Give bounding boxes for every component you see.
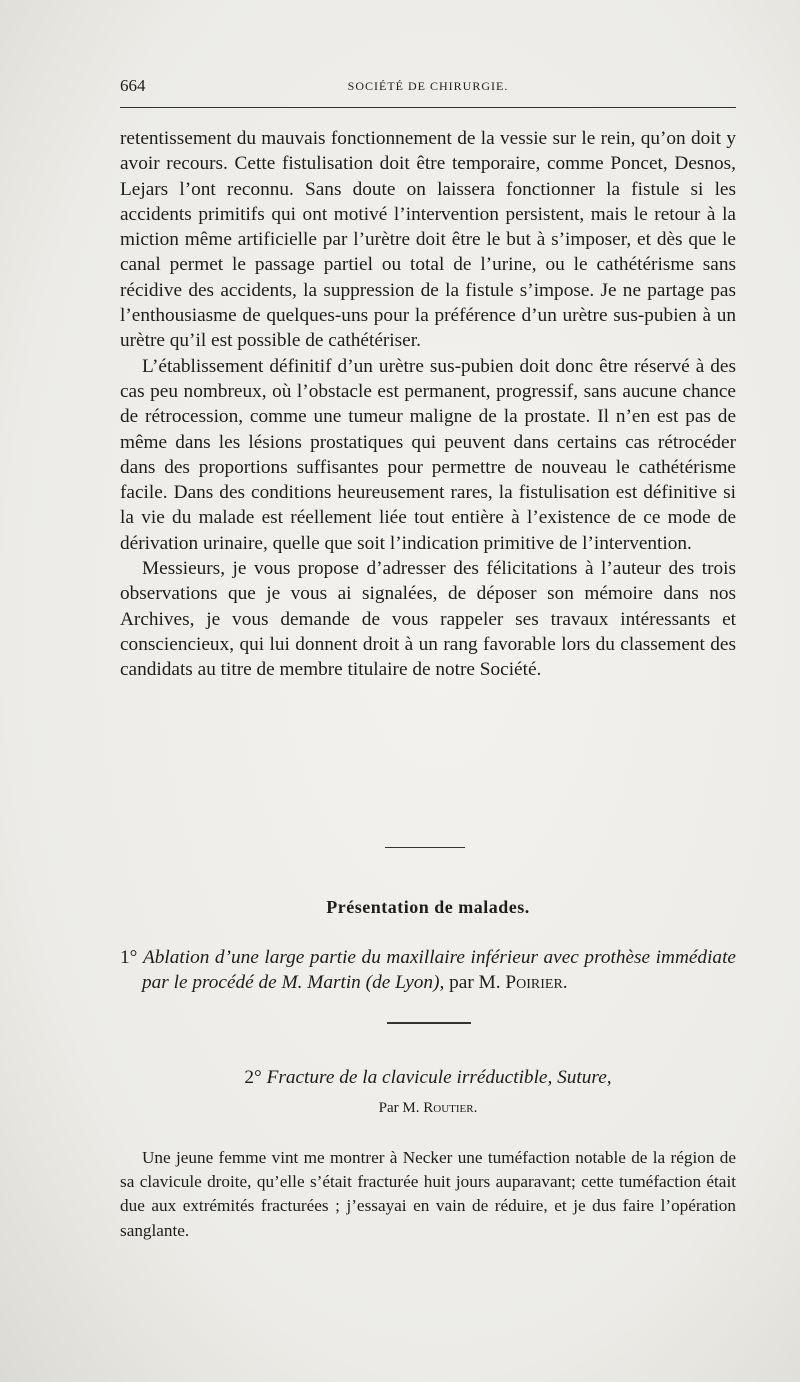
item-1-author: Poirier. bbox=[505, 972, 568, 994]
item-divider bbox=[387, 1022, 471, 1024]
item-2-title: Fracture de la clavicule irréductible, Suture, bbox=[266, 1067, 612, 1088]
presentation-item-2 bbox=[120, 1067, 736, 1089]
case-text bbox=[120, 1146, 736, 1243]
item-1-by: par M. bbox=[449, 972, 501, 994]
item-2-number: 2° bbox=[244, 1067, 262, 1088]
item-2-byline bbox=[120, 1100, 736, 1117]
byline-prefix: Par M. bbox=[378, 1100, 420, 1116]
section-divider bbox=[385, 847, 465, 848]
item-1-title: Ablation d’une large partie du maxillaire inférieur avec prothèse immédiate par le procédé de M. Martin (de Lyon), bbox=[142, 947, 736, 994]
header-rule bbox=[120, 107, 736, 108]
page-header bbox=[120, 76, 736, 98]
body-text bbox=[120, 126, 736, 683]
paragraph-1: retentissement du mauvais fonctionnement de la vessie sur le rein, qu’on doit y avoir recours. Cette fistulisation doit être temporaire, comme Poncet, Desnos, Lejars l’ont reconnu. Sans doute on laissera fonctionner la fistule si les accidents primitifs qui ont motivé l’intervention persistent, mais le retour à la miction même artificielle par l’urètre doit être le but à s’imposer, et dès que le canal permet le passage partiel ou total de l’urine, ou le cathétérisme sans récidive des accidents, la suppression de la fistule s’impose. Je ne partage pas l’enthousiasme de quelques-uns pour la préférence d’un urètre sus-pubien à un urètre qu’il est possible de cathétériser. bbox=[120, 128, 736, 352]
presentation-item-1 bbox=[120, 945, 736, 996]
running-head: SOCIÉTÉ DE CHIRURGIE. bbox=[347, 79, 509, 93]
case-paragraph: Une jeune femme vint me montrer à Necker une tuméfaction notable de la région de sa clavicule droite, qu’elle s’était fracturée huit jours auparavant; cette tuméfaction était due aux extrémités fracturées ; j’essayai en vain de réduire, et je dus faire l’opération sanglante. bbox=[120, 1148, 736, 1240]
paragraph-3: Messieurs, je vous propose d’adresser des félicitations à l’auteur des trois observations que je vous ai signalées, de déposer son mémoire dans nos Archives, je vous demande de vous rappeler ses travaux intéressants et consciencieux, qui lui donnent droit à un rang favorable lors du classement des candidats au titre de membre titulaire de notre Société. bbox=[120, 558, 736, 681]
item-1-number: 1° bbox=[120, 947, 138, 968]
section-title: Présentation de malades. bbox=[326, 897, 530, 917]
paragraph-2: L’établissement définitif d’un urètre sus-pubien doit donc être réservé à des cas peu nombreux, où l’obstacle est permanent, progressif, sans aucune chance de rétrocession, comme une tumeur maligne de la prostate. Il n’en est pas de même dans les lésions prostatiques qui peuvent dans certains cas rétrocéder dans des proportions suffisantes pour permettre de nouveau le cathétérisme facile. Dans des conditions heureusement rares, la fistulisation est définitive si la vie du malade est réellement liée tout entière à l’existence de ce mode de dérivation urinaire, quelle que soit l’indication primitive de l’intervention. bbox=[120, 355, 736, 554]
page-number: 664 bbox=[120, 76, 146, 95]
byline-author: Routier. bbox=[423, 1100, 478, 1116]
